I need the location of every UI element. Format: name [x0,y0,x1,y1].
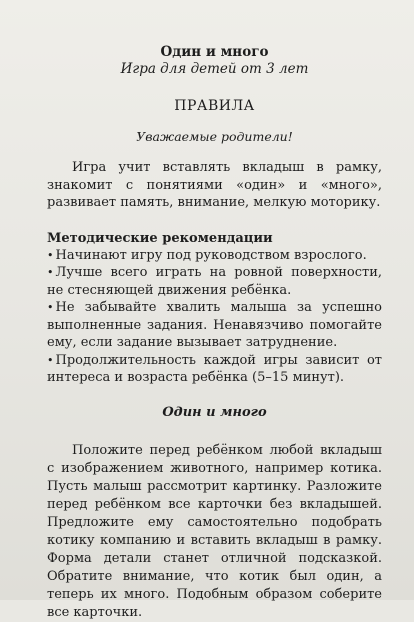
intro-section [47,159,382,212]
methods-list [47,247,382,387]
list-item-text: Продолжительность каждой игры зависит от интереса и возраста ребёнка (5–15 минут). [47,352,382,385]
greeting: Уважаемые родители! [136,129,293,144]
list-item [47,352,382,387]
list-item [47,299,382,352]
bullet-mark: • [47,353,54,367]
list-item [47,264,382,299]
list-item-text: Лучше всего играть на ровной поверхности, не стесняющей движения ребёнка. [47,265,382,298]
list-item-text: Начинают игру под руководством взрослого. [55,247,367,263]
list-item-text: Не забывайте хвалить малыша за успешно выполненные задания. Ненавязчиво помогайте ему, если задание вызывает затруднение. [47,300,382,350]
document-title: Один и много [160,44,269,60]
bullet-mark: • [47,301,54,314]
page-content [47,44,382,622]
list-item [47,247,382,265]
methods-heading: Методические рекомендации [47,230,273,246]
intro-paragraph: Игра учит вставлять вкладыш в рамку, знакомит с понятиями «один» и «много», развивает память, внимание, мелкую моторику. [47,160,382,210]
game-heading: Один и много [162,404,267,420]
document-subtitle: Игра для детей от 3 лет [120,61,309,77]
bullet-mark: • [47,266,54,279]
rules-heading: ПРАВИЛА [174,98,255,114]
bullet-mark: • [47,248,54,262]
game-paragraph: Положите перед ребёнком любой вкладыш с изображением животного, например котика. Пусть малыш рассмотрит картинку. Разложите перед ребёнком все карточки без вкладышей. Предложите ему самостоятельно подобрать котику компанию и вставить вкладыш в рамку. Форма детали станет отличной подсказкой. Обратите внимание, что котик был один, а теперь их много. Подобным образом соберите все карточки. [47,442,382,620]
